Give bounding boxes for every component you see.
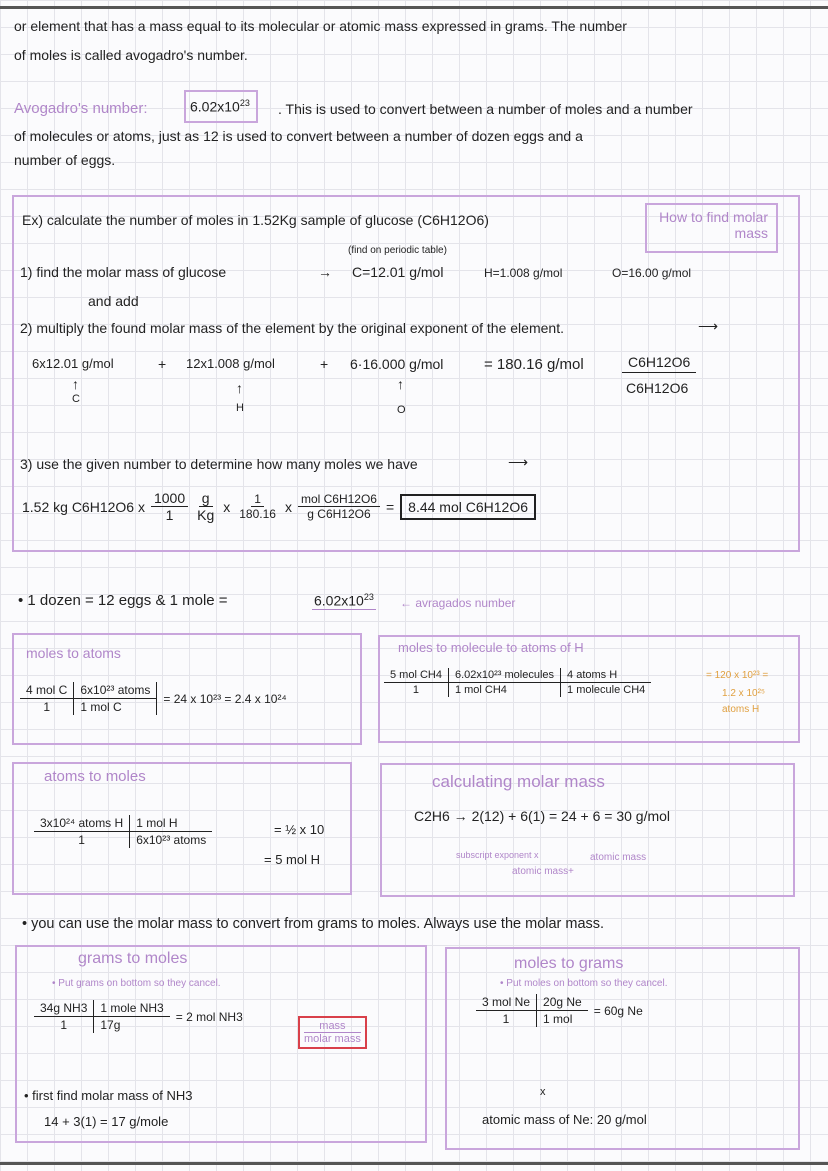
intro-line-2: of moles is called avogadro's number. xyxy=(14,47,248,63)
cell: 6x10²³ atoms xyxy=(136,833,207,847)
cell: 1 mol H xyxy=(130,815,212,832)
grams-to-moles-calc xyxy=(34,1000,243,1033)
moles-to-molecule-title: moles to molecule to atoms of H xyxy=(398,640,584,655)
note-subscript: subscript exponent x xyxy=(456,850,539,860)
term-oxygen: 6·16.000 g/mol xyxy=(350,356,444,372)
hydrogen-mass: H=1.008 g/mol xyxy=(484,266,563,280)
avogadro-exponent: 23 xyxy=(239,98,250,108)
step-1: 1) find the molar mass of glucose xyxy=(20,264,227,280)
fraction-den: g C6H12O6 xyxy=(307,507,371,521)
plus-sign: + xyxy=(320,356,329,372)
cell: 34g NH3 xyxy=(34,1000,94,1017)
result-2: 1.2 x 10²⁵ xyxy=(722,688,766,699)
grams-hint: • Put grams on bottom so they cancel. xyxy=(52,978,221,989)
fraction-num: mol C6H12O6 xyxy=(298,492,380,507)
result-1: = ½ x 10 xyxy=(274,822,325,837)
given-amount: 1.52 kg C6H12O6 x xyxy=(22,498,145,515)
bullet-dozen: • 1 dozen = 12 eggs & 1 mole = xyxy=(18,592,228,609)
cell: 3x10²⁴ atoms H xyxy=(34,815,130,832)
formula-top: mass xyxy=(304,1020,361,1033)
bottom-rule xyxy=(0,1162,828,1165)
exponent: 23 xyxy=(363,592,374,602)
grams-step-calc: 14 + 3(1) = 17 g/mole xyxy=(44,1114,169,1129)
cell: 1 xyxy=(34,832,130,848)
times-sign: x xyxy=(223,498,231,515)
cell: 1 xyxy=(384,683,449,697)
result: = 24 x 10²³ = 2.4 x 10²⁴ xyxy=(163,691,287,706)
cell: 4 mol C xyxy=(20,682,74,699)
fraction-num: 1 xyxy=(251,492,264,507)
carbon-mass: C=12.01 g/mol xyxy=(352,264,444,280)
calc-molar-mass-title: calculating molar mass xyxy=(432,772,605,791)
result-3: atoms H xyxy=(722,704,760,715)
intro-line-1: or element that has a mass equal to its molecular or atomic mass expressed in grams. The number xyxy=(14,18,627,34)
grams-to-moles-title: grams to moles xyxy=(78,950,188,967)
arrow-icon: ⟶ xyxy=(508,454,529,470)
avogadro-value-2 xyxy=(312,592,376,610)
cell: 6x10²³ atoms xyxy=(74,682,157,699)
bullet-molar-mass: • you can use the molar mass to convert from grams to moles. Always use the molar mass. xyxy=(22,916,605,932)
avogadro-label: Avogadro's number: xyxy=(14,100,148,117)
cell: 3 mol Ne xyxy=(476,994,537,1011)
cell: 1 mol CH4 xyxy=(449,683,561,697)
cell: 20g Ne xyxy=(537,994,588,1011)
grams-step: • first find molar mass of NH3 xyxy=(24,1088,193,1103)
cell: 5 mol CH4 xyxy=(384,668,449,683)
term-carbon: 6x12.01 g/mol xyxy=(32,356,114,371)
fraction-den: Kg xyxy=(197,507,215,523)
moles-to-atoms-calc xyxy=(20,682,287,715)
moles-to-atoms-title: moles to atoms xyxy=(26,645,121,661)
label-c: C xyxy=(72,393,80,405)
formula-bottom: C6H12O6 xyxy=(626,380,689,396)
cell: 6.02x10²³ molecules xyxy=(449,668,561,683)
cell: 1 xyxy=(476,1011,537,1027)
moles-to-molecule-calc xyxy=(384,668,651,697)
avogadro-note: ← avragados number xyxy=(400,596,516,610)
side-note: How to find molar mass xyxy=(645,203,778,253)
result-2: = 5 mol H xyxy=(264,852,320,867)
note-atomic-mass: atomic mass xyxy=(512,866,569,877)
cell: 17g xyxy=(100,1018,121,1032)
molar-mass-equation: C2H6 → 2(12) + 6(1) = 24 + 6 = 30 g/mol xyxy=(414,808,671,824)
arrow-up-icon: ↑ xyxy=(397,376,404,392)
multiply-mark: x xyxy=(540,1086,546,1098)
intro-line-4: of molecules or atoms, just as 12 is used to convert between a number of dozen eggs and a xyxy=(14,128,583,144)
cell: 1 mol xyxy=(543,1012,573,1026)
times-sign: x xyxy=(284,498,292,515)
arrow-up-icon: ↑ xyxy=(236,380,243,396)
top-rule xyxy=(0,6,828,9)
conversion-equation: 1.52 kg C6H12O6 x $\frac{1000}{1}$ $\frac{g}{Kg}$ x $\frac{1}{180.16}$ x mol C6H12O6 g C6H12O6 = 8.44 mol C6H12O6 xyxy=(22,490,536,523)
note-plus: + xyxy=(568,866,574,877)
cell: 1 mol C xyxy=(74,699,157,715)
atoms-to-moles-title: atoms to moles xyxy=(44,768,146,785)
arrow-icon: ⟶ xyxy=(698,318,719,334)
arrow-up-icon: ↑ xyxy=(72,376,79,392)
moles-to-grams-calc xyxy=(476,994,643,1027)
and-add: and add xyxy=(88,293,139,309)
periodic-hint: (find on periodic table) xyxy=(348,245,447,256)
moles-hint: • Put moles on bottom so they cancel. xyxy=(500,978,668,989)
arrow-icon: → xyxy=(318,264,332,280)
fraction-num: 1000 xyxy=(151,490,188,507)
term-hydrogen: 12x1.008 g/mol xyxy=(186,356,275,371)
step-2: 2) multiply the found molar mass of the element by the original exponent of the element. xyxy=(20,320,564,336)
formula-top: C6H12O6 xyxy=(622,354,696,373)
fraction-den: 1 xyxy=(165,507,174,523)
value: 6.02x10 xyxy=(314,592,364,609)
cell: 4 atoms H xyxy=(561,668,651,683)
result-1: = 120 x 10²³ = xyxy=(706,670,769,681)
label-o: O xyxy=(397,404,406,416)
mass-formula-box xyxy=(298,1016,367,1049)
result: = 2 mol NH3 xyxy=(175,1009,243,1024)
intro-line-5: number of eggs. xyxy=(14,152,116,168)
formula-bottom: molar mass xyxy=(304,1033,361,1045)
molar-mass-result: = 180.16 g/mol xyxy=(484,356,584,373)
cell: 1 xyxy=(20,699,74,715)
cell: 1 xyxy=(34,1017,94,1033)
result: = 60g Ne xyxy=(593,1003,643,1018)
fraction-num: g xyxy=(199,490,213,507)
note-atomic-mass-2: atomic mass xyxy=(590,852,647,863)
plus-sign: + xyxy=(158,356,167,372)
cell: 1 molecule CH4 xyxy=(567,684,646,696)
step-3: 3) use the given number to determine how many moles we have xyxy=(20,456,418,472)
atoms-to-moles-calc xyxy=(34,815,212,848)
moles-to-grams-title: moles to grams xyxy=(514,955,624,972)
example-title: Ex) calculate the number of moles in 1.52Kg sample of glucose (C6H12O6) xyxy=(22,212,489,228)
fraction-den: 180.16 xyxy=(239,507,276,521)
intro-line-3: . This is used to convert between a number of moles and a number xyxy=(278,101,693,117)
oxygen-mass: O=16.00 g/mol xyxy=(612,266,692,280)
avogadro-value: 6.02x10 xyxy=(190,98,240,115)
avogadro-value-box xyxy=(184,90,258,123)
atomic-mass-ne: atomic mass of Ne: 20 g/mol xyxy=(482,1112,647,1127)
answer-box: 8.44 mol C6H12O6 xyxy=(400,494,536,520)
cell: 1 mole NH3 xyxy=(94,1000,169,1017)
label-h: H xyxy=(236,402,244,414)
